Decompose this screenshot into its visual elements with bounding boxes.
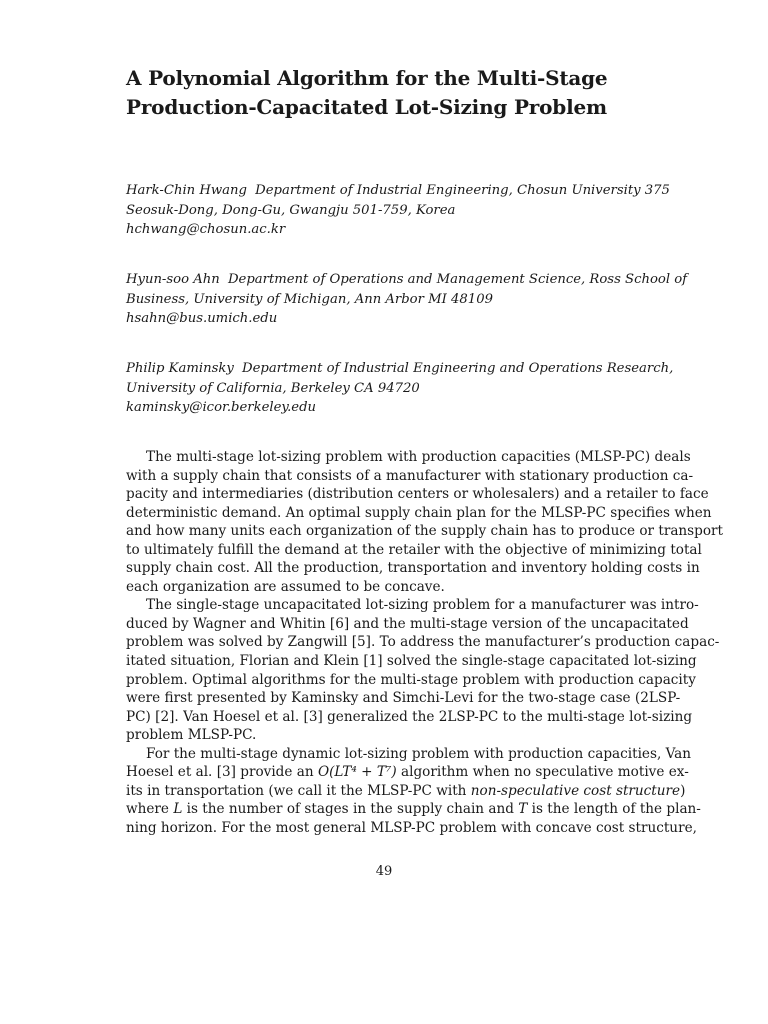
author-email: hchwang@chosun.ac.kr: [126, 222, 286, 237]
complexity-formula: O(LT⁴ + T⁷): [317, 764, 397, 781]
paper-title: [126, 64, 686, 122]
title-line: A Polynomial Algorithm for the Multi-Stage: [126, 66, 608, 90]
text-fragment: where: [126, 801, 174, 818]
text-line: pacity and intermediaries (distribution centers or wholesalers) and a retailer to face: [126, 486, 709, 503]
text-line: problem was solved by Zangwill [5]. To address the manufacturer’s production capac-: [126, 634, 720, 651]
author-address: Seosuk-Dong, Dong-Gu, Gwangju 501-759, Korea: [126, 202, 456, 218]
author-block-hwang: [126, 181, 671, 240]
text-line: each organization are assumed to be concave.: [126, 578, 445, 595]
text-line: The single-stage uncapacitated lot-sizing problem for a manufacturer was intro-: [146, 597, 699, 614]
text-line: problem MLSP-PC.: [126, 727, 257, 744]
text-line: For the multi-stage dynamic lot-sizing problem with production capacities, Van: [146, 745, 692, 762]
author-email: kaminsky@icor.berkeley.edu: [126, 400, 317, 415]
author-address: University of California, Berkeley CA 94720: [126, 380, 420, 396]
text-line: supply chain cost. All the production, transportation and inventory holding costs in: [126, 560, 700, 577]
text-line: were first presented by Kaminsky and Simchi-Levi for the two-stage case (2LSP-: [126, 690, 681, 707]
text-line: PC) [2]. Van Hoesel et al. [3] generalized the 2LSP-PC to the multi-stage lot-sizing: [126, 708, 693, 725]
text-line: and how many units each organization of the supply chain has to produce or transport: [126, 523, 724, 540]
body-text: [126, 448, 724, 837]
text-line: to ultimately fulfill the demand at the retailer with the objective of minimizing total: [126, 541, 702, 558]
title-line: Production-Capacitated Lot-Sizing Problem: [126, 95, 607, 119]
text-line: [126, 763, 689, 782]
text-line: [126, 782, 686, 801]
author-block-kaminsky: [126, 359, 674, 418]
author-affiliation: Department of Operations and Management Science, Ross School of: [227, 272, 688, 287]
paragraph-1: [126, 448, 724, 596]
text-line: with a supply chain that consists of a manufacturer with stationary production ca-: [126, 467, 694, 484]
author-name: Philip Kaminsky: [126, 361, 234, 376]
paragraph-3: [126, 745, 701, 838]
text-line: The multi-stage lot-sizing problem with production capacities (MLSP-PC) deals: [146, 449, 691, 465]
author-email: hsahn@bus.umich.edu: [126, 311, 278, 326]
text-line: [126, 800, 701, 819]
author-name: Hyun-soo Ahn: [126, 272, 220, 287]
text-line: problem. Optimal algorithms for the multi-stage problem with production capacity: [126, 671, 696, 688]
page-number: 49: [375, 864, 393, 879]
author-affiliation: Department of Industrial Engineering, Chosun University 375: [255, 183, 670, 198]
text-fragment: Hoesel et al. [3] provide an: [126, 764, 318, 781]
paragraph-2: [126, 596, 720, 744]
text-fragment: is the number of stages in the supply chain and: [182, 801, 519, 818]
math-variable: T: [518, 801, 528, 818]
text-line: itated situation, Florian and Klein [1] solved the single-stage capacitated lot-sizing: [126, 653, 697, 670]
author-block-ahn: [126, 270, 688, 329]
author-address: Business, University of Michigan, Ann Arbor MI 48109: [126, 291, 493, 307]
author-name: Hark-Chin Hwang: [126, 183, 247, 198]
emphasis-text: non-speculative cost structure: [470, 782, 681, 799]
text-fragment: algorithm when no speculative motive ex-: [396, 764, 689, 781]
text-fragment: ): [680, 782, 686, 799]
text-line: deterministic demand. An optimal supply chain plan for the MLSP-PC specifies when: [126, 504, 712, 521]
text-line: duced by Wagner and Whitin [6] and the multi-stage version of the uncapacitated: [126, 615, 689, 632]
text-fragment: is the length of the plan-: [527, 801, 701, 818]
text-line: ning horizon. For the most general MLSP-PC problem with concave cost structure,: [126, 819, 697, 836]
math-variable: L: [173, 801, 183, 818]
author-affiliation: Department of Industrial Engineering and Operations Research,: [242, 361, 674, 376]
text-fragment: its in transportation (we call it the MLSP-PC with: [126, 782, 471, 799]
